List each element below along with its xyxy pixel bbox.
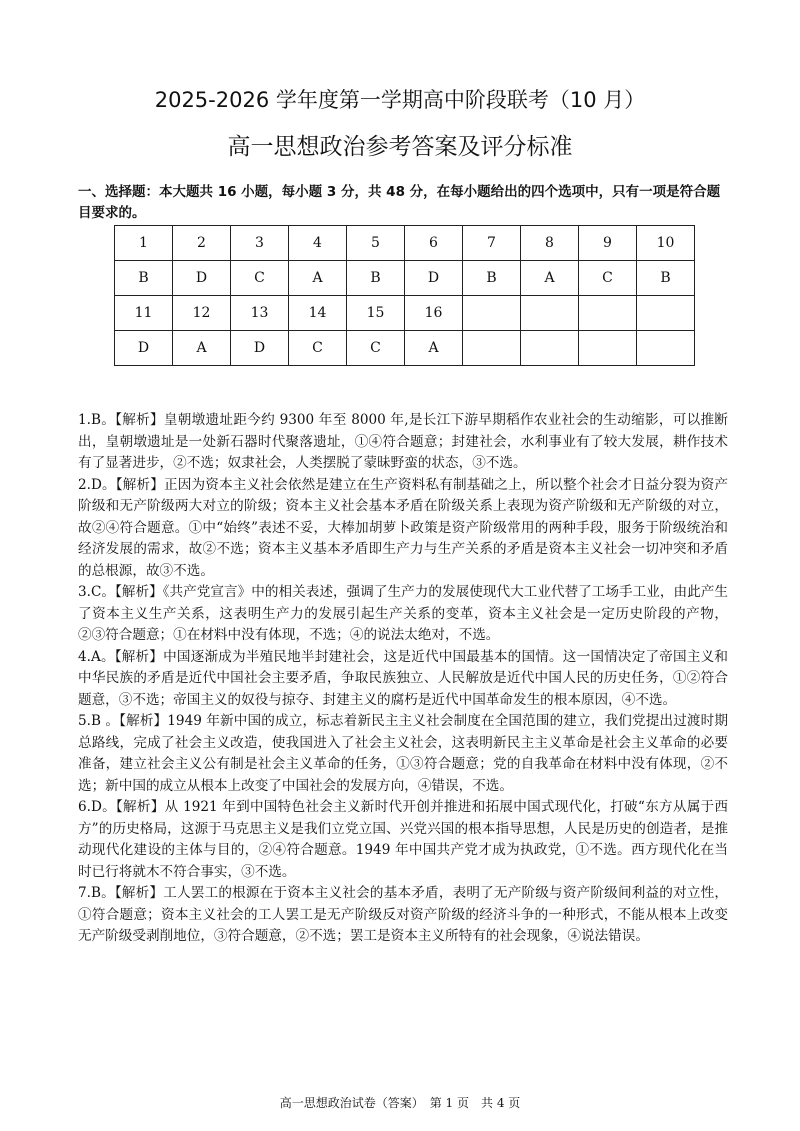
question-number-cell: [463, 296, 521, 331]
explanation-label: 3.C。【解析】: [78, 584, 163, 600]
explanation-text: 从 1921 年到中国特色社会主义新时代开创并推进和拓展中国式现代化，打破“东方从属于西方”的历史格局，这源于马克思主义是我们立党立国、兴党兴国的根本指导思想，人民是历史的创造者，是推动现代化建设的主体与目的，②④符合题意。1949 年中国共产党才成为执政党，①不选。西方现代化在当时已行将就木不符合事实，③不选。: [78, 799, 729, 880]
answer-cell: B: [637, 261, 695, 296]
explanation-label: 7.B。【解析】: [78, 885, 164, 901]
question-number-cell: 5: [347, 226, 405, 261]
explanation-item: [78, 797, 728, 883]
question-number-cell: 4: [289, 226, 347, 261]
page-title: 2025-2026 学年度第一学期高中阶段联考（10 月）: [154, 88, 646, 112]
answer-table: [114, 225, 695, 366]
answer-cell: A: [521, 261, 579, 296]
answer-cell: B: [463, 261, 521, 296]
answer-cell: D: [405, 261, 463, 296]
question-number-cell: [579, 296, 637, 331]
page-subtitle: 高一思想政治参考答案及评分标准: [227, 134, 573, 160]
table-row: [115, 331, 695, 366]
question-number-cell: 11: [115, 296, 173, 331]
answer-cell: [463, 331, 521, 366]
explanation-item: [78, 647, 728, 712]
question-number-cell: 6: [405, 226, 463, 261]
explanation-label: 5.B 。【解析】: [78, 713, 168, 729]
table-row: [115, 296, 695, 331]
explanation-label: 4.A。【解析】: [78, 648, 164, 665]
answer-cell: [579, 331, 637, 366]
explanation-text: 皇朝墩遗址距今约 9300 年至 8000 年,是长江下游早期稻作农业社会的生动缩影，可以推断出，皇朝墩遗址是一处新石器时代聚落遗址，①④符合题意；封建社会，水利事业有了较大发展，耕作技术有了显著进步，②不选；奴隶社会，人类摆脱了蒙昧野蛮的状态，③不选。: [78, 412, 728, 471]
answer-cell: A: [289, 261, 347, 296]
question-number-cell: 15: [347, 296, 405, 331]
answer-cell: D: [115, 331, 173, 366]
question-number-cell: 14: [289, 296, 347, 331]
explanation-text: 工人罢工的根源在于资本主义社会的基本矛盾，表明了无产阶级与资产阶级间利益的对立性，①符合题意；资本主义社会的工人罢工是无产阶级反对资产阶级的经济斗争的一种形式，不能从根本上改变无产阶级受剥削地位，③符合题意，②不选；罢工是资本主义所特有的社会现象，④说法错误。: [78, 885, 728, 944]
table-row: [115, 261, 695, 296]
question-number-cell: 9: [579, 226, 637, 261]
answer-cell: B: [347, 261, 405, 296]
question-number-cell: 2: [173, 226, 231, 261]
answer-cell: [637, 331, 695, 366]
question-number-cell: [637, 296, 695, 331]
answer-cell: C: [347, 331, 405, 366]
section-heading: 一、选择题：本大题共 16 小题，每小题 3 分，共 48 分，在每小题给出的四个选项中，只有一项是符合题目要求的。: [78, 184, 721, 221]
explanation-label: 2.D。【解析】: [78, 476, 165, 493]
explanation-text: 中国逐渐成为半殖民地半封建社会，这是近代中国最基本的国情。这一国情决定了帝国主义和中华民族的矛盾是近代中国社会主要矛盾，争取民族独立、人民解放是近代中国人民的历史任务，①②符合题意，③不选；帝国主义的奴役与掠夺、封建主义的腐朽是近代中国革命发生的根本原因，④不选。: [78, 648, 728, 708]
question-number-cell: 7: [463, 226, 521, 261]
explanation-item: [78, 582, 728, 647]
explanation-text: 正因为资本主义社会依然是建立在生产资料私有制基础之上，所以整个社会才日益分裂为资产阶级和无产阶级两大对立的阶级；资本主义社会基本矛盾在阶级关系上表现为资产阶级和无产阶级的对立，故②④符合题意。①中“始终”表述不妥，大棒加胡萝卜政策是资产阶级常用的两种手段，服务于阶级统治和经济发展的需求，故②不选；资本主义基本矛盾即生产力与生产关系的矛盾是资本主义社会一切冲突和矛盾的总根源，故③不选。: [78, 476, 728, 579]
table-row: [115, 226, 695, 261]
explanation-item: [78, 711, 728, 797]
question-number-cell: 1: [115, 226, 173, 261]
explanations-list: [78, 410, 728, 948]
explanation-item: [78, 475, 728, 583]
question-number-cell: [521, 296, 579, 331]
answer-cell: C: [231, 261, 289, 296]
explanation-label: 1.B。【解析】: [78, 412, 164, 428]
question-number-cell: 16: [405, 296, 463, 331]
question-number-cell: 3: [231, 226, 289, 261]
page-footer: 高一思想政治试卷（答案） 第 1 页 共 4 页: [279, 1096, 521, 1110]
answer-cell: B: [115, 261, 173, 296]
answer-cell: C: [289, 331, 347, 366]
answer-cell: A: [405, 331, 463, 366]
explanation-text: 《共产党宣言》中的相关表述，强调了生产力的发展使现代大工业代替了工场手工业，由此产生了资本主义生产关系，这表明生产力的发展引起生产关系的变革，资本主义社会是一定历史阶段的产物，②③符合题意；①在材料中没有体现，不选；④的说法太绝对，不选。: [78, 584, 728, 643]
answer-cell: D: [173, 261, 231, 296]
answer-cell: C: [579, 261, 637, 296]
explanation-text: 1949 年新中国的成立，标志着新民主主义社会制度在全国范围的建立，我们党提出过渡时期总路线，完成了社会主义改造，使我国进入了社会主义社会，这表明新民主主义革命是社会主义革命的必要准备，建立社会主义公有制是社会主义革命的任务，①③符合题意；党的自我革命在材料中没有体现，②不选；新中国的成立从根本上改变了中国社会的发展方向，④错误，不选。: [78, 713, 728, 794]
question-number-cell: 13: [231, 296, 289, 331]
explanation-label: 6.D。【解析】: [78, 799, 165, 815]
answer-cell: [521, 331, 579, 366]
question-number-cell: 12: [173, 296, 231, 331]
explanation-item: [78, 410, 728, 475]
question-number-cell: 10: [637, 226, 695, 261]
question-number-cell: 8: [521, 226, 579, 261]
explanation-item: [78, 883, 728, 948]
answer-cell: D: [231, 331, 289, 366]
answer-cell: A: [173, 331, 231, 366]
